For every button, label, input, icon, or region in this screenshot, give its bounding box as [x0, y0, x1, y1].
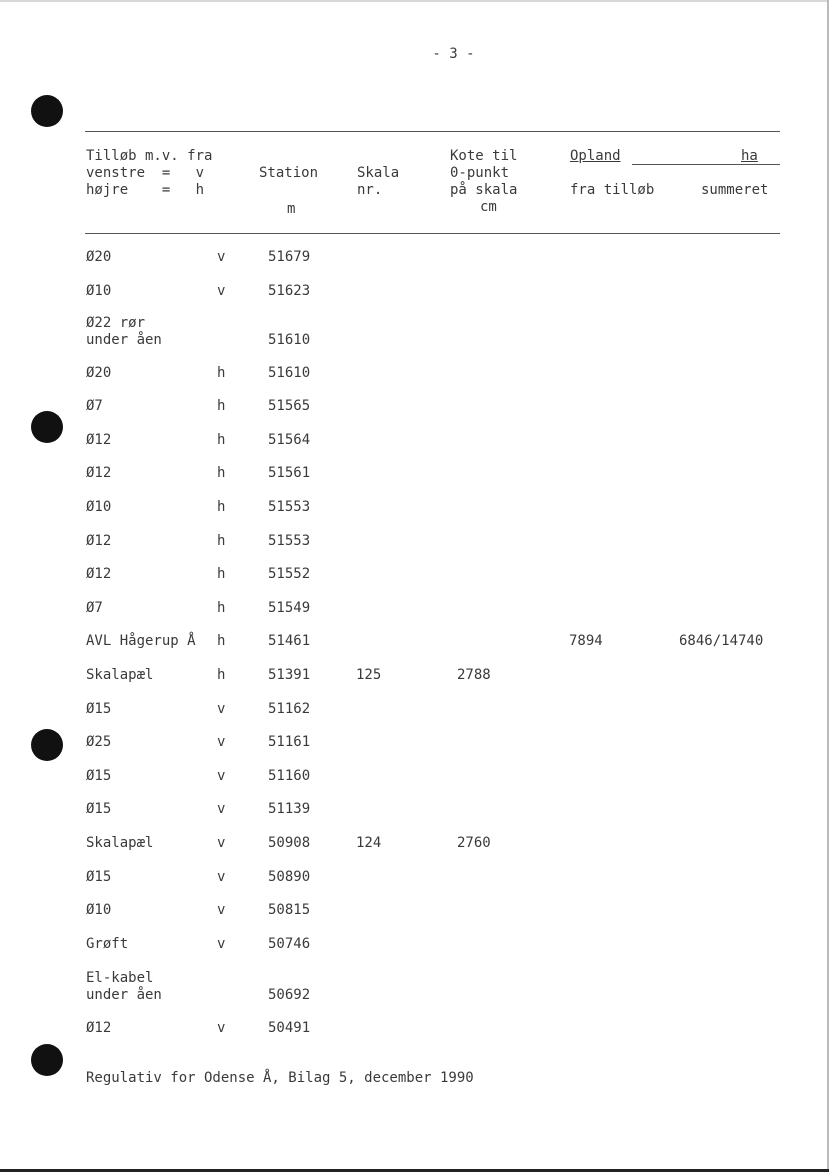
table-header-rule	[85, 233, 780, 234]
header-skala-nr: nr.	[357, 182, 383, 198]
table-cell-side: v	[217, 734, 226, 750]
table-cell-tillob: Grøft	[86, 936, 129, 952]
table-cell-tillob: Ø10	[86, 902, 112, 918]
table-cell-side: h	[217, 398, 226, 414]
table-cell-station: 51160	[268, 768, 311, 784]
table-cell-tillob: Ø20	[86, 365, 112, 381]
header-station: Station	[259, 165, 319, 181]
table-cell-station: 51679	[268, 249, 311, 265]
table-cell-station: 51610	[268, 332, 311, 348]
header-opland: Opland	[570, 148, 621, 164]
table-cell-tillob: Ø12	[86, 1020, 112, 1036]
header-tillob-line1: Tilløb m.v. fra	[86, 148, 213, 164]
table-cell-tillob: Ø10	[86, 283, 112, 299]
table-cell-side: h	[217, 566, 226, 582]
table-cell-station: 51552	[268, 566, 311, 582]
table-cell-tillob: Ø12	[86, 465, 112, 481]
table-top-rule	[85, 131, 780, 132]
table-cell-station: 51565	[268, 398, 311, 414]
table-cell-tillob: Ø15	[86, 701, 112, 717]
header-kote-unit: cm	[480, 199, 497, 215]
table-cell-tillob: Ø12	[86, 566, 112, 582]
table-cell-station: 51553	[268, 533, 311, 549]
table-cell-side: h	[217, 633, 226, 649]
table-cell-station: 51161	[268, 734, 311, 750]
punch-hole-icon	[31, 411, 63, 443]
table-cell-station: 50491	[268, 1020, 311, 1036]
scan-edge-top	[0, 0, 829, 2]
table-cell-side: h	[217, 667, 226, 683]
table-cell-side: v	[217, 835, 226, 851]
table-cell-tillob: Ø7	[86, 600, 103, 616]
table-cell-side: h	[217, 499, 226, 515]
table-cell-tillob: Ø15	[86, 801, 112, 817]
header-tillob-line3: højre = h	[86, 182, 205, 198]
table-cell-station: 51610	[268, 365, 311, 381]
table-cell-side: v	[217, 936, 226, 952]
table-cell-station: 50692	[268, 987, 311, 1003]
table-cell-station: 51461	[268, 633, 311, 649]
punch-hole-icon	[31, 95, 63, 127]
table-cell-station: 50815	[268, 902, 311, 918]
table-cell-side: h	[217, 533, 226, 549]
header-opland-unit: ha	[741, 148, 758, 164]
table-cell-kote: 2788	[457, 667, 491, 683]
header-skala: Skala	[357, 165, 400, 181]
table-cell-fra-tilloeb: 7894	[569, 633, 603, 649]
table-cell-side: h	[217, 432, 226, 448]
punch-hole-icon	[31, 1044, 63, 1076]
table-cell-tillob: Ø25	[86, 734, 112, 750]
header-kote-line3: på skala	[450, 182, 518, 198]
table-cell-tillob: El-kabel under åen	[86, 970, 162, 1003]
table-cell-skala: 125	[356, 667, 382, 683]
table-cell-tillob: Ø15	[86, 768, 112, 784]
header-summeret: summeret	[701, 182, 769, 198]
table-cell-station: 50746	[268, 936, 311, 952]
page-number: - 3 -	[432, 46, 475, 62]
table-cell-tillob: Skalapæl	[86, 835, 154, 851]
table-cell-side: h	[217, 600, 226, 616]
table-cell-side: v	[217, 283, 226, 299]
table-cell-side: v	[217, 1020, 226, 1036]
table-cell-station: 51391	[268, 667, 311, 683]
header-fra-tilloeb: fra tilløb	[570, 182, 655, 198]
table-cell-tillob: Ø10	[86, 499, 112, 515]
table-cell-station: 51139	[268, 801, 311, 817]
header-tillob-line2: venstre = v	[86, 165, 205, 181]
table-cell-side: v	[217, 902, 226, 918]
table-cell-station: 51162	[268, 701, 311, 717]
table-cell-skala: 124	[356, 835, 382, 851]
table-cell-tillob: Ø12	[86, 432, 112, 448]
table-cell-station: 51623	[268, 283, 311, 299]
table-cell-tillob: Ø12	[86, 533, 112, 549]
header-kote-line1: Kote til	[450, 148, 518, 164]
table-cell-side: v	[217, 701, 226, 717]
table-cell-station: 50908	[268, 835, 311, 851]
table-cell-side: h	[217, 465, 226, 481]
table-cell-summeret: 6846/14740	[679, 633, 764, 649]
table-cell-station: 50890	[268, 869, 311, 885]
table-cell-station: 51561	[268, 465, 311, 481]
punch-hole-icon	[31, 729, 63, 761]
table-cell-side: v	[217, 249, 226, 265]
table-cell-tillob: Ø20	[86, 249, 112, 265]
table-cell-side: v	[217, 869, 226, 885]
table-cell-station: 51564	[268, 432, 311, 448]
table-cell-tillob: Ø22 rør under åen	[86, 315, 162, 348]
header-kote-line2: 0-punkt	[450, 165, 510, 181]
table-cell-side: h	[217, 365, 226, 381]
table-cell-station: 51553	[268, 499, 311, 515]
table-cell-side: v	[217, 801, 226, 817]
header-station-unit: m	[287, 201, 296, 217]
table-cell-tillob: AVL Hågerup Å	[86, 633, 196, 649]
table-cell-side: v	[217, 768, 226, 784]
table-cell-tillob: Ø15	[86, 869, 112, 885]
table-cell-station: 51549	[268, 600, 311, 616]
table-cell-tillob: Ø7	[86, 398, 103, 414]
document-footer: Regulativ for Odense Å, Bilag 5, december 1990	[86, 1070, 474, 1086]
table-cell-tillob: Skalapæl	[86, 667, 154, 683]
table-cell-kote: 2760	[457, 835, 491, 851]
